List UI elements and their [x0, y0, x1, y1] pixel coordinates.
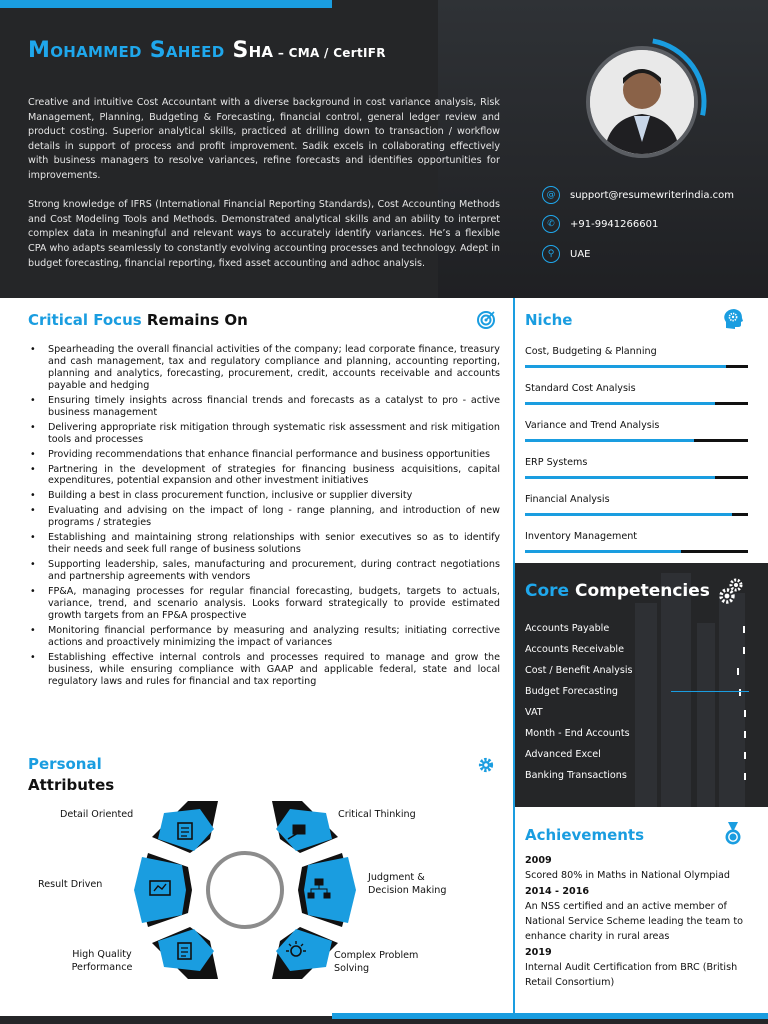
niche-skill-fill [525, 476, 715, 479]
summary-paragraph-1: Creative and intuitive Cost Accountant with a diverse background in cost variance analysis, Risk Management, Planning, Budgeting & Forecasting, financial control, general ledger review and product costing. Superior analytical skills, practiced at drilling down to transaction / workflow details in support of process and profit improvement. Sadik excels in collaborating effectively with business managers to resolve variances, refine forecasts and identifies opportunities for improvements. [28, 97, 500, 181]
niche-item-label: Cost, Budgeting & Planning [525, 346, 657, 357]
core-competency-item: Accounts Payable [525, 623, 610, 634]
critical-focus-title-blue: Critical Focus [28, 311, 142, 329]
focus-item: • Providing recommendations that enhance financial performance and business opportunities [28, 449, 500, 461]
niche-skill-bar [525, 439, 748, 442]
credentials: – CMA / CertIFR [273, 46, 386, 60]
focus-item: • Ensuring timely insights across financial trends and forecasts as a catalyst to pro - active business management [28, 395, 500, 419]
attr-detail-oriented: Detail Oriented [60, 809, 134, 820]
core-competency-item: Cost / Benefit Analysis [525, 665, 633, 676]
niche-item-label: Variance and Trend Analysis [525, 420, 660, 431]
lightbulb-board-icon [293, 825, 305, 834]
core-title-white: Competencies [569, 581, 710, 601]
attr-complex-problem: Complex Problem Solving [334, 950, 419, 974]
core-highlight-line [671, 691, 749, 692]
focus-item: • Delivering appropriate risk mitigation through systematic risk assessment and risk mitigation tools and processes [28, 422, 500, 446]
niche-item-label: Standard Cost Analysis [525, 383, 636, 394]
attributes-diagram [130, 795, 360, 985]
focus-item: • FP&A, managing processes for regular financial forecasting, budgets, targets to actuals, variance, trend, and scenario analysis. Looks forward strategically to provide estimated growth targets from an FP&A prospective [28, 586, 500, 622]
location-icon: ⚲ [542, 245, 560, 263]
achievement-year: 2019 [525, 947, 552, 958]
critical-focus-list [28, 344, 500, 691]
phone-icon: ✆ [542, 215, 560, 233]
email-icon: @ [542, 186, 560, 204]
target-icon [476, 310, 496, 330]
core-competency-marker [743, 626, 745, 633]
critical-focus-title-dark: Remains On [141, 311, 248, 329]
gears-icon [719, 577, 745, 605]
gear-icon [477, 756, 495, 774]
achievement-text: An NSS certified and an active member of National Service Scheme leading the team to enhance charity in rural areas [525, 901, 743, 942]
header-panel [0, 0, 768, 298]
profile-photo [586, 46, 698, 158]
core-title-blue: Core [525, 581, 570, 601]
profile-photo-frame [568, 38, 716, 168]
critical-focus-heading [28, 311, 248, 329]
niche-skill-fill [525, 365, 726, 368]
niche-item-label: ERP Systems [525, 457, 588, 468]
core-competencies-panel [515, 563, 768, 807]
location-text: UAE [570, 248, 591, 260]
person-avatar-icon [590, 50, 694, 154]
niche-skill-fill [525, 513, 732, 516]
focus-item: • Spearheading the overall financial activities of the company; lead corporate finance, treasury and cash management, tax and regulatory compliance and planning, accounting reporting, planning and analytics, forecasting, procurement, credit, accounts receivable and accounts payable and hedging [28, 344, 500, 392]
attr-high-quality: High Quality Performance [71, 949, 133, 973]
personal-heading-dark: Attributes [28, 776, 115, 794]
attr-judgment: Judgment & Decision Making [368, 872, 447, 896]
niche-heading: Niche [525, 311, 573, 329]
core-competency-marker [737, 668, 739, 675]
core-competency-marker [743, 647, 745, 654]
niche-skill-fill [525, 402, 715, 405]
core-competency-item: Accounts Receivable [525, 644, 624, 655]
core-competency-marker [744, 773, 746, 780]
achievement-year: 2014 - 2016 [525, 886, 590, 897]
core-competency-item: Advanced Excel [525, 749, 601, 760]
focus-item: • Monitoring financial performance by measuring and analyzing results; initiating corrective actions and proactively minimizing the impact of variances [28, 625, 500, 649]
top-accent-strip [0, 0, 332, 8]
profile-summary [28, 96, 500, 286]
niche-skill-bar [525, 550, 748, 553]
niche-skill-bar [525, 513, 748, 516]
niche-skill-bar [525, 476, 748, 479]
niche-skill-bar [525, 365, 748, 368]
contact-email[interactable] [542, 186, 762, 204]
niche-item-label: Financial Analysis [525, 494, 610, 505]
focus-item: • Establishing effective internal controls and processes required to manage and grow the business, while ensuring compliance with GAAP and applicable federal, state and local regulatory laws and rules for financial and tax reporting [28, 652, 500, 688]
core-competency-item: Month - End Accounts [525, 728, 630, 739]
core-competencies-heading [525, 581, 710, 601]
niche-skill-fill [525, 439, 694, 442]
niche-skill-bar [525, 402, 748, 405]
core-competency-item: VAT [525, 707, 543, 718]
focus-item: • Building a best in class procurement function, inclusive or supplier diversity [28, 490, 500, 502]
achievement-year: 2009 [525, 855, 552, 866]
attr-result-driven: Result Driven [38, 879, 103, 890]
focus-item: • Establishing and maintaining strong relationships with senior executives so as to identify their needs and seek full range of business solutions [28, 532, 500, 556]
head-gear-icon [722, 308, 744, 330]
core-competency-item: Banking Transactions [525, 770, 627, 781]
phone-text: +91-9941266601 [570, 218, 659, 230]
last-name: Sha [232, 38, 274, 63]
bottom-accent-strip [332, 1013, 768, 1019]
personal-heading-blue: Personal [28, 755, 102, 773]
niche-skill-fill [525, 550, 681, 553]
email-text: support@resumewriterindia.com [570, 189, 735, 201]
core-competency-item: Budget Forecasting [525, 686, 618, 697]
hierarchy-icon [315, 879, 323, 885]
focus-item: • Partnering in the development of strategies for financing business acquisitions, capital expenditures, potential expansion and other investment initiatives [28, 464, 500, 488]
core-competency-marker [744, 710, 746, 717]
core-competency-marker [744, 731, 746, 738]
achievement-text: Scored 80% in Maths in National Olympiad [525, 870, 731, 881]
contact-location [542, 245, 762, 263]
focus-item: • Supporting leadership, sales, manufacturing and procurement, during contract negotiations and partnership agreements with vendors [28, 559, 500, 583]
attr-critical-thinking: Critical Thinking [338, 809, 416, 820]
first-name: Mohammed Saheed [28, 38, 233, 63]
focus-item: • Evaluating and advising on the impact of long - range planning, and introduction of new programs / strategies [28, 505, 500, 529]
achievement-text: Internal Audit Certification from BRC (British Retail Consortium) [525, 962, 738, 988]
medal-icon [724, 822, 742, 846]
candidate-name [28, 38, 386, 63]
contact-phone[interactable] [542, 215, 762, 233]
niche-item-label: Inventory Management [525, 531, 638, 542]
achievements-heading: Achievements [525, 826, 645, 844]
core-competency-marker [744, 752, 746, 759]
summary-paragraph-2: Strong knowledge of IFRS (International Financial Reporting Standards), Cost Accounting Methods and Cost Modeling Tools and Methods. Demonstrated analytical skills and an ability to interpret complex data in meaningful and relevant ways to accurately identify variances. He’s a flexible CPA who adapts seamlessly to constantly evolving accounting processes and technology. Adept in budget forecasting, financial reporting, fixed asset accounting and adhoc analysis. [28, 199, 500, 269]
